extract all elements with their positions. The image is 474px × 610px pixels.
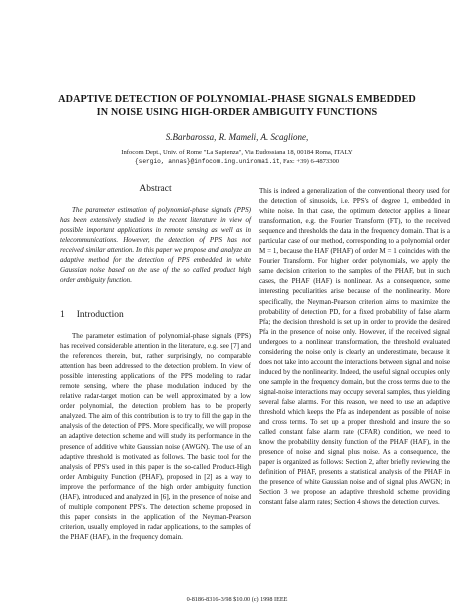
fax-number: , Fax: +39) 6-4873300 — [279, 158, 340, 165]
paper-title — [40, 93, 434, 119]
title-line-1: ADAPTIVE DETECTION OF POLYNOMIAL-PHASE SIGNALS EMBEDDED — [58, 94, 416, 105]
abstract-heading: Abstract — [139, 184, 172, 194]
authors: S.Barbarossa, R. Mameli, A. Scaglione, — [165, 132, 309, 142]
introduction-text — [60, 331, 251, 542]
right-column-paragraph: This is indeed a generalization of the conventional theory used for the detection of sinusoids, i.e. PPS's of degree 1, embedded in white noise. In that case, the optimum detector applies a linear transformation, e.g. the Fourier Transform (FT), to the received sequence and thresholds the data in the frequency domain. That is a particular case of our method, corresponding to a polynomial order M = 1, because the HAF (PHAF) of order M = 1 coincides with the Fourier Transform. For higher order polynomials, we apply the same decision criterion to the samples of the PHAF, but in such cases, the PHAF (HAF) is nonlinear. As a consequence, some interesting peculiarities arise because of the nonlinearity. More specifically, the Neyman-Pearson criterion aims to maximize the probability of detection PD, for a fixed probability of false alarm Pfa; the decision threshold is set up in order to provide the desired Pfa in the presence of noise only. However, if the received signal undergoes to a nonlinear transformation, the threshold evaluated considering the noise only is clearly an underestimate, because it does not take into account the interactions between signal and noise induced by the nonlinearity. Indeed, the useful signal occupies only one sample in the frequency domain, but the cross terms due to the signal-noise interactions may occupy several samples, thus yielding several false alarms. For this reason, we need to use an adaptive threshold which keeps the Pfa as independent as possible of noise and cross terms. To set up a proper threshold and insure the so called constant false alarm rate (CFAR) condition, we need to know the probability density function of the PHAF (HAF), in the presence of noise and signal plus noise. As a consequence, the paper is organized as follows: Section 2, after briefly reviewing the definition of PHAF, presents a statistical analysis of the PHAF in the presence of white Gaussian noise and of signal plus AWGN; in Section 3 we propose an adaptive threshold scheme providing constant false alarm rates; Section 4 shows the detection curves. — [259, 187, 451, 507]
affiliation: Infocom Dept., Univ. of Rome "La Sapienza", Via Eudossiana 18, 00184 Roma, ITALY — [121, 149, 353, 156]
introduction-paragraph: The parameter estimation of polynomial-phase signals (PPS) has received considerable attention in the literature, e.g. see [7] and the references therein, but, rather surprisingly, no comparable attention has been addressed to the detection problem. In view of possible interesting applications of the PPS modeling to radar remote sensing, where the phase modulation induced by the relative radar-target motion can be well approximated by a low order polynomial, the detection problem has to be properly analyzed. The aim of this contribution is to try to fill the gap in the analysis of the detection of PPS. More specifically, we will propose an adaptive detection scheme and will study its performance in the presence of additive white Gaussian noise (AWGN). The use of an adaptive threshold is motivated as follows. The basic tool for the analysis of PPS's used in this paper is the so-called Product-High order Ambiguity Function (PHAF), proposed in [2] as a way to improve the performance of the high order ambiguity function (HAF), introduced and analyzed in [6], in the presence of noise and of multiple component PPS's. The detection scheme proposed in this paper consists in the application of the Neyman-Pearson criterion, usually employed in radar applications, to the samples of the PHAF (HAF), in the frequency domain. — [60, 332, 251, 541]
section-number: 1 — [60, 310, 65, 320]
title-line-2: IN NOISE USING HIGH-ORDER AMBIGUITY FUNCTIONS — [96, 107, 378, 118]
right-column-text — [259, 186, 450, 508]
section-title: Introduction — [76, 310, 124, 320]
abstract-paragraph: The parameter estimation of polynomial-phase signals (PPS) has been extensively studied in the recent literature in view of possible important applications in remote sensing as well as in telecommunications. However, the detection of PPS has not received similar attention. In this paper we propose and analyze an adaptive method for the detection of PPS embedded in white Gaussian noise based on the use of the so called product high order ambiguity function. — [60, 206, 251, 285]
copyright-footer: 0-8186-8316-3/98 $10.00 (c) 1998 IEEE — [186, 596, 288, 603]
section-heading-introduction — [60, 309, 124, 321]
contact-line — [40, 157, 434, 166]
abstract-text — [60, 205, 251, 285]
email-address: {sergio, annas}@infocom.ing.uniroma1.it — [134, 158, 280, 165]
